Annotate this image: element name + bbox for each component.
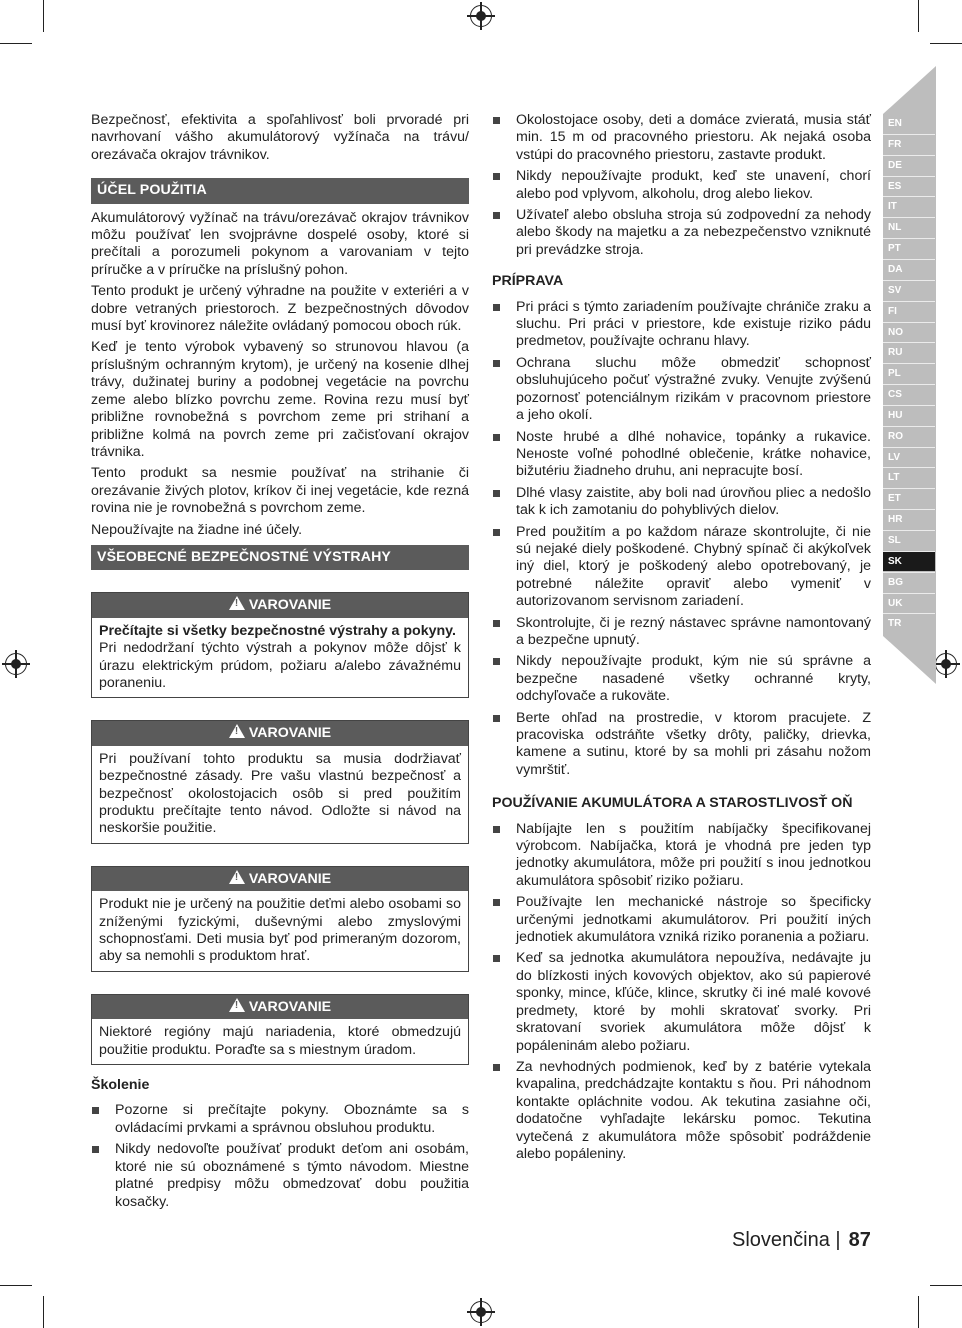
list-item: Nikdy nepoužívajte produkt, kým nie sú správne a bezpečne nasadené všetky ochranné kryty, odchyľovače a rukoväte.: [492, 653, 871, 705]
warning-label: VAROVANIE: [248, 597, 332, 614]
list-item: Pozorne si prečítajte pokyny. Oboznámte sa s ovládacími prvkami a správnou obsluhou produktu.: [91, 1102, 469, 1137]
warning-header: [92, 593, 468, 617]
registration-mark-icon: [470, 1301, 492, 1323]
crop-mark: [918, 1296, 919, 1328]
language-tab-et[interactable]: ET: [888, 493, 901, 505]
language-tab-fi[interactable]: FI: [888, 305, 897, 317]
language-tab-uk[interactable]: UK: [888, 597, 903, 609]
language-tab-tr[interactable]: TR: [888, 618, 902, 630]
list-item: Nikdy nepoužívajte produkt, keď ste unavení, chorí alebo pod vplyvom, alkoholu, drog alebo liekov.: [492, 168, 871, 203]
language-tab-lt[interactable]: LT: [888, 472, 900, 484]
section-heading-safety: VŠEOBECNÉ BEZPEČNOSTNÉ VÝSTRAHY: [91, 545, 469, 570]
list-item: Nikdy nedovoľte používať produkt deťom ani osobám, ktoré nie sú oboznámené s týmto návodom. Miestne platné predpisy môžu obmedzovať dobu použitia kosačky.: [91, 1141, 469, 1211]
page-number: 87: [848, 1229, 871, 1251]
crop-mark: [0, 1285, 32, 1286]
warning-box: [91, 720, 469, 843]
language-tab-fr[interactable]: FR: [888, 138, 902, 150]
language-tab-ru[interactable]: RU: [888, 347, 903, 359]
warning-bold-text: Prečítajte si všetky bezpečnostné výstrahy a pokyny.: [99, 622, 456, 639]
crop-mark: [918, 0, 919, 32]
language-tab-nl[interactable]: NL: [888, 222, 902, 234]
language-tab-pt[interactable]: PT: [888, 243, 901, 255]
warning-label: VAROVANIE: [248, 870, 332, 887]
training-list-continued: [492, 112, 871, 259]
intro-paragraph: Bezpečnosť, efektivita a spoľahlivosť boli prvoradé pri navrhovaní vášho akumulátorový vyžínača na trávu/ orezávača okrajov trávnikov.: [91, 112, 469, 163]
warning-body: [92, 618, 468, 698]
crop-mark: [0, 43, 32, 44]
warning-text: Pri používaní tohto produktu sa musia dodržiavať bezpečnostné zásady. Pre vašu vlastnú bezpečnosť a bezpečnosť okolostojacich osôb si pred použitím produktu prečítajte tento návod. Odložte si návod na neskoršie použitie.: [99, 750, 461, 837]
language-tab-hu[interactable]: HU: [888, 409, 903, 421]
battery-list: [492, 821, 871, 1164]
warning-text: Produkt nie je určený na použitie deťmi alebo osobami so zníženými fyzickými, duševnými alebo zmyslovými schopnosťami. Deti musia byť pod primeraným dozorom, aby sa nemohli s produktom hrať.: [99, 896, 461, 965]
warning-text: Pri nedodržaní týchto výstrah a pokynov môže dôjsť k úrazu elektrickým prúdom, požiaru a/alebo závažnému poraneniu.: [99, 640, 461, 691]
warning-triangle-icon: [229, 596, 245, 610]
section-heading-purpose: ÚČEL POUŽITIA: [91, 178, 469, 203]
warning-body: [92, 746, 468, 843]
registration-mark-icon: [5, 653, 27, 675]
subheading-battery: POUŽÍVANIE AKUMULÁTORA A STAROSTLIVOSŤ OŇ: [492, 795, 853, 812]
language-tab-es[interactable]: ES: [888, 180, 902, 192]
language-tab-lv[interactable]: LV: [888, 451, 901, 463]
subheading-preparation: PRÍPRAVA: [492, 273, 564, 290]
subheading-training: Školenie: [91, 1077, 150, 1094]
language-tab-de[interactable]: DE: [888, 159, 902, 171]
list-item: Dlhé vlasy zaistite, aby boli nad úrovňou pliec a nedošlo tak k ich zamotaniu do pohyblivých dielov.: [492, 485, 871, 520]
registration-mark-icon: [935, 653, 957, 675]
language-tab-ro[interactable]: RO: [888, 430, 903, 442]
list-item: Užívateľ alebo obsluha stroja sú zodpovední za nehody alebo škody na majetku a za nebezpečenstvo vzniknuté pri prevádzke stroja.: [492, 207, 871, 259]
warning-box: [91, 994, 469, 1065]
list-item: Noste hrubé a dlhé nohavice, topánky a rukavice. Neноste voľné pohodlné oblečenie, krátke nohavice, bižutériu žiadneho druhu, ani nepracujte bosí.: [492, 429, 871, 481]
language-tab-pl[interactable]: PL: [888, 368, 901, 380]
language-tab-en[interactable]: EN: [888, 118, 902, 129]
paragraph: Keď je tento výrobok vybavený so strunovou hlavou (a príslušným ochranným krytom), je určený na kosenie dlhej trávy, dužinatej buriny a podobnej vegetácie na povrchu zeme alebo blízko povrchu zeme. Rovina rezu musí byť približne rovnobežná s povrchom zeme pri strihaní a približne kolmá na povrch zeme pri začisťovaní okrajov trávnika.: [91, 339, 469, 460]
warning-triangle-icon: [229, 998, 245, 1012]
paragraph: Tento produkt sa nesmie používať na strihanie či orezávanie živých plotov, kríkov či inej vegetácie, kde rezná rovina nie je rovnobežná s povrchom zeme.: [91, 465, 469, 517]
crop-mark: [930, 43, 962, 44]
footer-language: Slovenčina |: [732, 1229, 841, 1251]
list-item: Nabíjajte len s použitím nabíjačky špecifikovanej výrobcom. Nabíjačka, ktorá je vhodná pre jeden typ jednotky akumulátora, môže pri použití s inou jednotkou akumulátora spôsobiť riziko požiaru.: [492, 821, 871, 891]
language-tab-sl[interactable]: SL: [888, 535, 901, 546]
warning-body: [92, 891, 468, 971]
list-item: Berte ohľad na prostredie, v ktorom pracujete. Z pracoviska odstráňte všetky drôty, paličky, drievka, kamene a sutinu, ktoré by sa mohli pri zásahu nožom vymrštiť.: [492, 710, 871, 780]
warning-box: [91, 866, 469, 972]
warning-triangle-icon: [229, 724, 245, 738]
language-tab-cs[interactable]: CS: [888, 389, 902, 401]
language-tab-sv[interactable]: SV: [888, 284, 902, 296]
registration-mark-icon: [470, 5, 492, 27]
language-tab-da[interactable]: DA: [888, 263, 903, 275]
list-item: Pred použitím a po každom náraze skontrolujte, či nie sú nejaké diely poškodené. Chybný spínač či akýkoľvek iný diel, ktorý je poškodený alebo opotrebovaný, je potrebné náležite opraviť alebo vymeniť v autorizovanom servisnom zariadení.: [492, 524, 871, 611]
crop-mark: [43, 0, 44, 32]
list-item: Pri práci s týmto zariadením používajte chrániče zraku a sluchu. Pri práci v priestore, kde existuje riziko pádu predmetov, používajte ochranu hlavy.: [492, 299, 871, 351]
paragraph: Nepoužívajte na žiadne iné účely.: [91, 521, 303, 538]
language-tab-hr[interactable]: HR: [888, 514, 903, 526]
warning-header: [92, 721, 468, 745]
warning-label: VAROVANIE: [248, 725, 332, 742]
warning-header: [92, 867, 468, 891]
list-item: Používajte len mechanické nástroje so špecificky určenými jednotkami akumulátorov. Pri použití iných jednotiek akumulátora vzniká riziko poranenia a požiaru.: [492, 894, 871, 946]
crop-mark: [930, 1285, 962, 1286]
list-item: Ochrana sluchu môže obmedziť schopnosť obsluhujúceho počuť výstražné zvuky. Venujte zvýšenú pozornosť potenciálnym rizikám v pracovnom priestore a jeho okolí.: [492, 355, 871, 425]
preparation-list: [492, 299, 871, 780]
warning-triangle-icon: [229, 870, 245, 884]
language-tab-bg[interactable]: BG: [888, 576, 903, 588]
training-list: [91, 1102, 469, 1210]
crop-mark: [43, 1296, 44, 1328]
paragraph: Tento produkt je určený výhradne na použite v exteriéri a v dobre vetraných priestoroch. Z bezpečnostných dôvodov musí byť krovinorez náležite ovládaný pomocou oboch rúk.: [91, 283, 469, 335]
warning-box: [91, 592, 469, 698]
list-item: Okolostojace osoby, deti a domáce zvieratá, musia stáť min. 15 m od pracovného priestoru. Ak nejaká osoba vstúpi do pracovného priestoru, zastavte produkt.: [492, 112, 871, 164]
list-item: Za nevhodných podmienok, keď by z batérie vytekala kvapalina, predchádzajte kontaktu s ňou. Pri náhodnom kontakte opláchnite vodou. Ak tekutina zasiahne oči, dodatočne vyhľadajte lekársku pomoc. Tekutina vytečená z akumulátora môže spôsobiť podráždenie alebo popáleniny.: [492, 1059, 871, 1163]
page-footer: [732, 1229, 871, 1252]
warning-label: VAROVANIE: [248, 998, 332, 1015]
warning-body: [92, 1019, 468, 1064]
list-item: Keď sa jednotka akumulátora nepoužíva, nedávajte ju do blízkosti iných kovových objektov, ako sú papierové sponky, mince, kľúče, klince, skrutky či iné malé kovové predmety, ktoré by mohli skratovať svorky. Pri skratovaní svoriek akumulátora môže dôjsť k popáleninám alebo požiaru.: [492, 950, 871, 1054]
language-tab-it[interactable]: IT: [888, 201, 897, 213]
language-tab-sk[interactable]: SK: [883, 552, 935, 571]
list-item: Skontrolujte, či je rezný nástavec správne namontovaný a bezpečne upnutý.: [492, 615, 871, 650]
left-column: [91, 112, 469, 1215]
right-column: [492, 112, 871, 1167]
warning-text: Niektoré regióny majú nariadenia, ktoré obmedzujú použitie produktu. Poraďte sa s miestnym úradom.: [99, 1024, 461, 1058]
paragraph: Akumulátorový vyžínač na trávu/orezávač okrajov trávnikov môžu používať len svojprávne dospelé osoby, ktoré si prečítali a porozumeli pokynom a varovaniam v tejto príručke a v príručke na príslušný pohon.: [91, 209, 469, 278]
language-tab-strip: [883, 66, 936, 684]
language-tab-no[interactable]: NO: [888, 326, 903, 338]
warning-header: [92, 995, 468, 1019]
